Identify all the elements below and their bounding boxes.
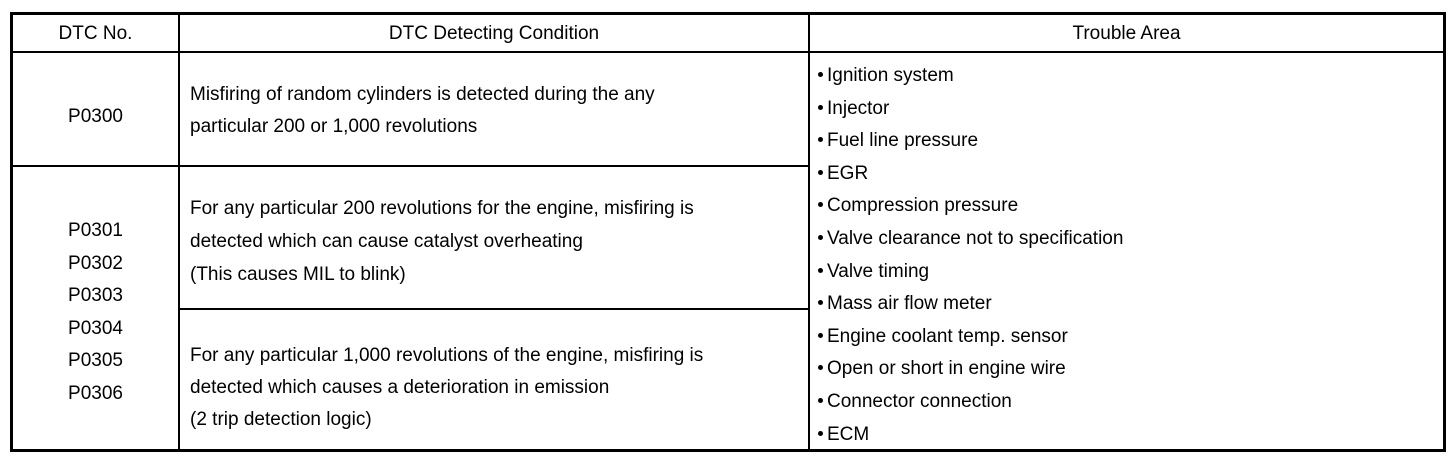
row2b-condition-line-2: detected which causes a deterioration in emission	[190, 377, 610, 398]
bullet-icon	[818, 137, 823, 142]
trouble-item	[818, 125, 1123, 158]
row2a-condition-line-3: (This causes MIL to blink)	[190, 264, 406, 285]
dtc-code-p0306: P0306	[68, 382, 123, 404]
trouble-item	[818, 223, 1123, 256]
row2a-condition-line-2: detected which can cause catalyst overheating	[190, 231, 583, 252]
trouble-item-label: Mass air flow meter	[827, 293, 992, 315]
row2-inner-divider	[178, 308, 808, 310]
dtc-code-p0302: P0302	[68, 252, 123, 274]
dtc-code-p0303: P0303	[68, 285, 123, 306]
trouble-item-label: Compression pressure	[827, 195, 1019, 217]
row1-condition-line-1: Misfiring of random cylinders is detected during the any	[190, 84, 655, 105]
trouble-item	[818, 60, 1123, 93]
row2b-condition-line-1: For any particular 1,000 revolutions of the engine, misfiring is	[190, 345, 704, 366]
dtc-table	[10, 12, 1446, 452]
row1-condition-line-2: particular 200 or 1,000 revolutions	[190, 116, 478, 137]
trouble-item	[818, 158, 1123, 191]
trouble-item-label: Valve timing	[827, 260, 930, 282]
trouble-item-label: EGR	[827, 162, 869, 184]
bullet-icon	[818, 300, 823, 305]
bullet-icon	[818, 398, 823, 403]
bullet-icon	[818, 202, 823, 207]
dtc-code-p0304: P0304	[68, 317, 123, 339]
trouble-item	[818, 419, 1123, 452]
trouble-area-list	[818, 60, 1123, 451]
trouble-item-label: Connector connection	[827, 390, 1012, 412]
trouble-item	[818, 93, 1123, 126]
row1-divider	[13, 165, 808, 167]
trouble-item-label: Ignition system	[827, 65, 954, 86]
trouble-item	[818, 321, 1123, 354]
row2a-condition-line-1: For any particular 200 revolutions for the engine, misfiring is	[190, 198, 694, 219]
dtc-code-list	[13, 215, 178, 410]
trouble-item	[818, 288, 1123, 321]
trouble-item-label: Fuel line pressure	[827, 130, 979, 152]
trouble-item-label: Injector	[827, 97, 890, 119]
trouble-item	[818, 386, 1123, 419]
bullet-icon	[818, 268, 823, 273]
row2b-condition-line-3: (2 trip detection logic)	[190, 409, 372, 430]
bullet-icon	[818, 105, 823, 110]
dtc-code-p0305: P0305	[68, 350, 123, 371]
trouble-item	[818, 190, 1123, 223]
bullet-icon	[818, 365, 823, 370]
column-divider-1	[178, 15, 180, 449]
header-trouble-area: Trouble Area	[1072, 23, 1181, 44]
bullet-icon	[818, 431, 823, 436]
header-condition: DTC Detecting Condition	[388, 23, 600, 44]
trouble-item	[818, 353, 1123, 386]
dtc-code-p0300: P0300	[68, 106, 123, 127]
trouble-item-label: Valve clearance not to specification	[827, 227, 1124, 249]
trouble-item-label: Engine coolant temp. sensor	[827, 325, 1068, 347]
trouble-item	[818, 256, 1123, 289]
dtc-code-p0301: P0301	[68, 220, 123, 241]
bullet-icon	[818, 235, 823, 240]
bullet-icon	[818, 170, 823, 175]
bullet-icon	[818, 333, 823, 338]
column-divider-2	[808, 15, 810, 449]
trouble-item-label: Open or short in engine wire	[827, 358, 1066, 380]
header-dtc-no: DTC No.	[58, 23, 133, 44]
bullet-icon	[818, 72, 823, 77]
trouble-item-label: ECM	[827, 423, 870, 445]
